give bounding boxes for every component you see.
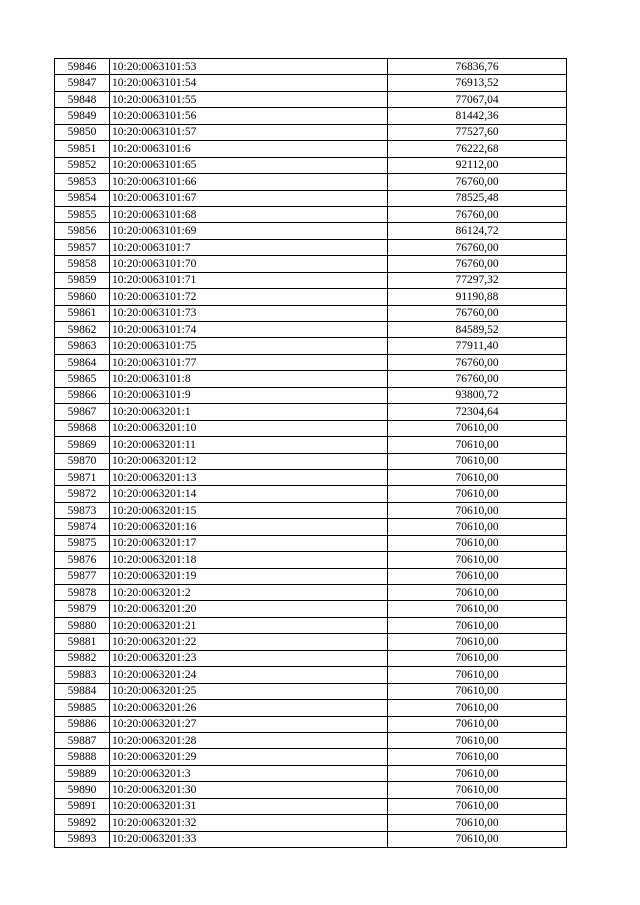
cadastral-number-cell: 10:20:0063201:18	[110, 552, 388, 568]
table-row	[55, 272, 567, 288]
row-number-cell: 59871	[55, 469, 110, 485]
table-row	[55, 387, 567, 403]
cadastral-number-cell: 10:20:0063201:15	[110, 502, 388, 518]
table-row	[55, 535, 567, 551]
table-row	[55, 650, 567, 666]
value-cell: 76760,00	[388, 174, 567, 190]
value-cell: 77297,32	[388, 272, 567, 288]
cadastral-number-cell: 10:20:0063201:13	[110, 469, 388, 485]
value-cell: 70610,00	[388, 749, 567, 765]
row-number-cell: 59889	[55, 765, 110, 781]
cadastral-number-cell: 10:20:0063201:31	[110, 798, 388, 814]
table-row	[55, 815, 567, 831]
table-row	[55, 91, 567, 107]
row-number-cell: 59891	[55, 798, 110, 814]
value-cell: 70610,00	[388, 634, 567, 650]
row-number-cell: 59850	[55, 124, 110, 140]
row-number-cell: 59852	[55, 157, 110, 173]
row-number-cell: 59853	[55, 174, 110, 190]
row-number-cell: 59859	[55, 272, 110, 288]
cadastral-number-cell: 10:20:0063201:3	[110, 765, 388, 781]
value-cell: 70610,00	[388, 683, 567, 699]
table-row	[55, 634, 567, 650]
value-cell: 70610,00	[388, 798, 567, 814]
value-cell: 77067,04	[388, 91, 567, 107]
table-row	[55, 157, 567, 173]
table-row	[55, 716, 567, 732]
cadastral-number-cell: 10:20:0063201:30	[110, 782, 388, 798]
row-number-cell: 59877	[55, 568, 110, 584]
value-cell: 72304,64	[388, 404, 567, 420]
table-row	[55, 174, 567, 190]
cadastral-number-cell: 10:20:0063201:32	[110, 815, 388, 831]
value-cell: 70610,00	[388, 650, 567, 666]
value-cell: 70610,00	[388, 732, 567, 748]
value-cell: 70610,00	[388, 601, 567, 617]
row-number-cell: 59854	[55, 190, 110, 206]
value-cell: 81442,36	[388, 108, 567, 124]
table-row	[55, 502, 567, 518]
cadastral-number-cell: 10:20:0063101:6	[110, 141, 388, 157]
cadastral-number-cell: 10:20:0063201:20	[110, 601, 388, 617]
cadastral-number-cell: 10:20:0063101:66	[110, 174, 388, 190]
cadastral-number-cell: 10:20:0063101:9	[110, 387, 388, 403]
cadastral-number-cell: 10:20:0063101:7	[110, 239, 388, 255]
cadastral-number-cell: 10:20:0063101:65	[110, 157, 388, 173]
cadastral-number-cell: 10:20:0063201:10	[110, 420, 388, 436]
row-number-cell: 59869	[55, 437, 110, 453]
cadastral-number-cell: 10:20:0063201:17	[110, 535, 388, 551]
value-cell: 70610,00	[388, 667, 567, 683]
row-number-cell: 59865	[55, 371, 110, 387]
value-cell: 70610,00	[388, 469, 567, 485]
cadastral-number-cell: 10:20:0063201:1	[110, 404, 388, 420]
table-row	[55, 765, 567, 781]
table-row	[55, 371, 567, 387]
row-number-cell: 59881	[55, 634, 110, 650]
table-row	[55, 223, 567, 239]
cadastral-number-cell: 10:20:0063201:25	[110, 683, 388, 699]
value-cell: 70610,00	[388, 486, 567, 502]
table-row	[55, 354, 567, 370]
value-cell: 76913,52	[388, 75, 567, 91]
cadastral-number-cell: 10:20:0063101:74	[110, 322, 388, 338]
value-cell: 92112,00	[388, 157, 567, 173]
table-row	[55, 338, 567, 354]
table-row	[55, 667, 567, 683]
value-cell: 70610,00	[388, 502, 567, 518]
cadastral-number-cell: 10:20:0063201:14	[110, 486, 388, 502]
value-cell: 76760,00	[388, 371, 567, 387]
cadastral-number-cell: 10:20:0063201:22	[110, 634, 388, 650]
table-row	[55, 749, 567, 765]
table-row	[55, 486, 567, 502]
row-number-cell: 59855	[55, 206, 110, 222]
row-number-cell: 59890	[55, 782, 110, 798]
table-body	[55, 59, 567, 848]
row-number-cell: 59861	[55, 305, 110, 321]
table-row	[55, 190, 567, 206]
value-cell: 70610,00	[388, 420, 567, 436]
value-cell: 76760,00	[388, 354, 567, 370]
row-number-cell: 59862	[55, 322, 110, 338]
value-cell: 76760,00	[388, 305, 567, 321]
cadastral-number-cell: 10:20:0063101:56	[110, 108, 388, 124]
table-row	[55, 831, 567, 847]
row-number-cell: 59848	[55, 91, 110, 107]
cadastral-number-cell: 10:20:0063201:27	[110, 716, 388, 732]
row-number-cell: 59856	[55, 223, 110, 239]
row-number-cell: 59880	[55, 617, 110, 633]
row-number-cell: 59857	[55, 239, 110, 255]
value-cell: 93800,72	[388, 387, 567, 403]
value-cell: 70610,00	[388, 831, 567, 847]
value-cell: 77527,60	[388, 124, 567, 140]
table-row	[55, 732, 567, 748]
row-number-cell: 59878	[55, 585, 110, 601]
cadastral-number-cell: 10:20:0063101:54	[110, 75, 388, 91]
cadastral-number-cell: 10:20:0063201:26	[110, 700, 388, 716]
cadastral-number-cell: 10:20:0063101:57	[110, 124, 388, 140]
row-number-cell: 59864	[55, 354, 110, 370]
table-row	[55, 782, 567, 798]
table-row	[55, 124, 567, 140]
value-cell: 70610,00	[388, 700, 567, 716]
row-number-cell: 59874	[55, 519, 110, 535]
table-row	[55, 683, 567, 699]
row-number-cell: 59851	[55, 141, 110, 157]
row-number-cell: 59870	[55, 453, 110, 469]
data-table	[54, 58, 567, 848]
table-row	[55, 552, 567, 568]
value-cell: 76760,00	[388, 206, 567, 222]
table-row	[55, 75, 567, 91]
row-number-cell: 59860	[55, 289, 110, 305]
value-cell: 70610,00	[388, 617, 567, 633]
row-number-cell: 59875	[55, 535, 110, 551]
cadastral-number-cell: 10:20:0063101:67	[110, 190, 388, 206]
value-cell: 70610,00	[388, 552, 567, 568]
table-row	[55, 322, 567, 338]
table-row	[55, 437, 567, 453]
cadastral-number-cell: 10:20:0063101:75	[110, 338, 388, 354]
value-cell: 76222,68	[388, 141, 567, 157]
table-row	[55, 617, 567, 633]
table-row	[55, 519, 567, 535]
row-number-cell: 59893	[55, 831, 110, 847]
cadastral-number-cell: 10:20:0063201:12	[110, 453, 388, 469]
value-cell: 70610,00	[388, 568, 567, 584]
table-row	[55, 568, 567, 584]
table-row	[55, 585, 567, 601]
row-number-cell: 59883	[55, 667, 110, 683]
cadastral-number-cell: 10:20:0063201:19	[110, 568, 388, 584]
row-number-cell: 59876	[55, 552, 110, 568]
value-cell: 76836,76	[388, 59, 567, 75]
cadastral-number-cell: 10:20:0063201:24	[110, 667, 388, 683]
value-cell: 76760,00	[388, 256, 567, 272]
cadastral-number-cell: 10:20:0063101:77	[110, 354, 388, 370]
cadastral-number-cell: 10:20:0063201:11	[110, 437, 388, 453]
cadastral-number-cell: 10:20:0063101:53	[110, 59, 388, 75]
row-number-cell: 59872	[55, 486, 110, 502]
value-cell: 70610,00	[388, 453, 567, 469]
table-row	[55, 256, 567, 272]
value-cell: 86124,72	[388, 223, 567, 239]
value-cell: 84589,52	[388, 322, 567, 338]
table-row	[55, 305, 567, 321]
cadastral-number-cell: 10:20:0063101:72	[110, 289, 388, 305]
table-row	[55, 239, 567, 255]
table-row	[55, 289, 567, 305]
row-number-cell: 59849	[55, 108, 110, 124]
cadastral-number-cell: 10:20:0063101:55	[110, 91, 388, 107]
row-number-cell: 59846	[55, 59, 110, 75]
table-row	[55, 700, 567, 716]
cadastral-number-cell: 10:20:0063101:70	[110, 256, 388, 272]
cadastral-number-cell: 10:20:0063201:23	[110, 650, 388, 666]
value-cell: 70610,00	[388, 519, 567, 535]
cadastral-number-cell: 10:20:0063201:29	[110, 749, 388, 765]
value-cell: 70610,00	[388, 585, 567, 601]
cadastral-number-cell: 10:20:0063101:8	[110, 371, 388, 387]
table-row	[55, 108, 567, 124]
table-row	[55, 798, 567, 814]
row-number-cell: 59892	[55, 815, 110, 831]
row-number-cell: 59873	[55, 502, 110, 518]
row-number-cell: 59867	[55, 404, 110, 420]
row-number-cell: 59879	[55, 601, 110, 617]
row-number-cell: 59858	[55, 256, 110, 272]
value-cell: 70610,00	[388, 782, 567, 798]
table-row	[55, 404, 567, 420]
cadastral-number-cell: 10:20:0063201:28	[110, 732, 388, 748]
value-cell: 70610,00	[388, 535, 567, 551]
value-cell: 70610,00	[388, 437, 567, 453]
row-number-cell: 59888	[55, 749, 110, 765]
cadastral-number-cell: 10:20:0063201:2	[110, 585, 388, 601]
row-number-cell: 59884	[55, 683, 110, 699]
cadastral-number-cell: 10:20:0063101:68	[110, 206, 388, 222]
row-number-cell: 59885	[55, 700, 110, 716]
row-number-cell: 59886	[55, 716, 110, 732]
row-number-cell: 59863	[55, 338, 110, 354]
table-row	[55, 206, 567, 222]
value-cell: 91190,88	[388, 289, 567, 305]
table-row	[55, 141, 567, 157]
row-number-cell: 59882	[55, 650, 110, 666]
table-row	[55, 59, 567, 75]
value-cell: 70610,00	[388, 815, 567, 831]
value-cell: 70610,00	[388, 716, 567, 732]
cadastral-number-cell: 10:20:0063201:21	[110, 617, 388, 633]
table-row	[55, 469, 567, 485]
row-number-cell: 59866	[55, 387, 110, 403]
table-row	[55, 420, 567, 436]
value-cell: 70610,00	[388, 765, 567, 781]
cadastral-number-cell: 10:20:0063201:16	[110, 519, 388, 535]
value-cell: 76760,00	[388, 239, 567, 255]
row-number-cell: 59887	[55, 732, 110, 748]
cadastral-number-cell: 10:20:0063101:69	[110, 223, 388, 239]
table-row	[55, 601, 567, 617]
value-cell: 77911,40	[388, 338, 567, 354]
table-row	[55, 453, 567, 469]
row-number-cell: 59847	[55, 75, 110, 91]
cadastral-number-cell: 10:20:0063201:33	[110, 831, 388, 847]
cadastral-number-cell: 10:20:0063101:73	[110, 305, 388, 321]
row-number-cell: 59868	[55, 420, 110, 436]
cadastral-number-cell: 10:20:0063101:71	[110, 272, 388, 288]
value-cell: 78525,48	[388, 190, 567, 206]
